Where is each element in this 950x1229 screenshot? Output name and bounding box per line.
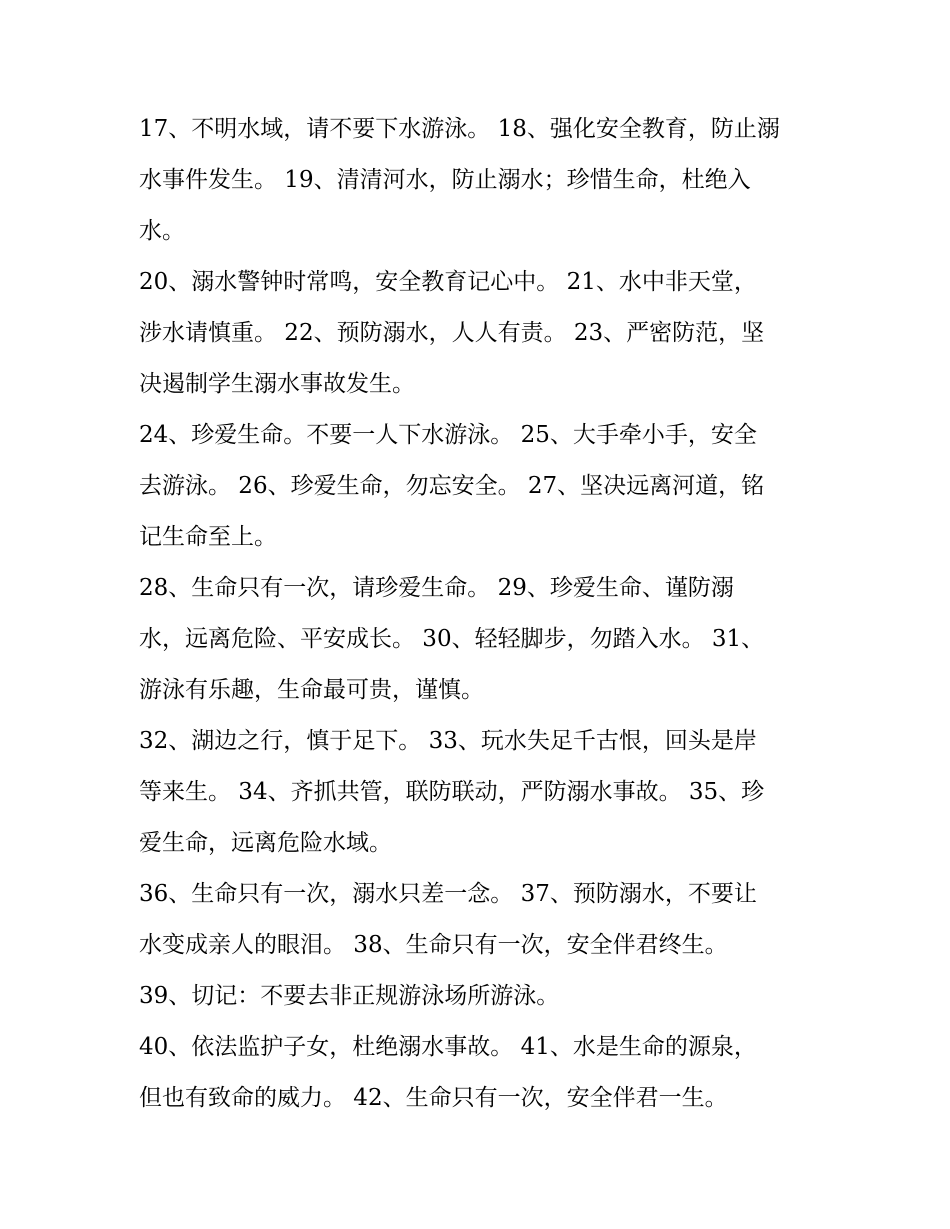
- text-line: 爱生命，远离危险水域。: [139, 830, 392, 856]
- paragraph-20-23: [139, 257, 819, 410]
- text-line: 涉水请慎重。 22、预防溺水，人人有责。 23、严密防范，坚: [139, 320, 765, 346]
- paragraph-17-19: [139, 104, 819, 257]
- text-line: 决遏制学生溺水事故发生。: [139, 371, 415, 397]
- text-line: 20、溺水警钟时常鸣，安全教育记心中。 21、水中非天堂，: [139, 269, 757, 295]
- text-line: 水。: [139, 218, 185, 244]
- text-line: 但也有致命的威力。 42、生命只有一次，安全伴君一生。: [139, 1085, 728, 1111]
- text-line: 水变成亲人的眼泪。 38、生命只有一次，安全伴君终生。: [139, 932, 728, 958]
- text-line: 40、依法监护子女，杜绝溺水事故。 41、水是生命的源泉，: [139, 1034, 757, 1060]
- text-line: 水事件发生。 19、清清河水，防止溺水；珍惜生命，杜绝入: [139, 167, 751, 193]
- text-line: 记生命至上。: [139, 524, 277, 550]
- paragraph-32-35: [139, 716, 819, 869]
- paragraph-39: [139, 971, 819, 1022]
- document-body: [139, 104, 819, 1124]
- text-line: 去游泳。 26、珍爱生命，勿忘安全。 27、坚决远离河道，铭: [139, 473, 765, 499]
- text-line: 32、湖边之行，慎于足下。 33、玩水失足千古恨，回头是岸: [139, 728, 757, 754]
- text-line: 游泳有乐趣，生命最可贵，谨慎。: [139, 677, 484, 703]
- text-line: 39、切记：不要去非正规游泳场所游泳。: [139, 983, 560, 1009]
- text-line: 36、生命只有一次，溺水只差一念。 37、预防溺水，不要让: [139, 881, 757, 907]
- paragraph-36-38: [139, 869, 819, 971]
- text-line: 28、生命只有一次，请珍爱生命。 29、珍爱生命、谨防溺: [139, 575, 734, 601]
- text-line: 等来生。 34、齐抓共管，联防联动，严防溺水事故。 35、珍: [139, 779, 765, 805]
- paragraph-40-42: [139, 1022, 819, 1124]
- paragraph-28-31: [139, 563, 819, 716]
- text-line: 24、珍爱生命。不要一人下水游泳。 25、大手牵小手，安全: [139, 422, 757, 448]
- text-line: 水，远离危险、平安成长。 30、轻轻脚步，勿踏入水。 31、: [139, 626, 765, 652]
- paragraph-24-27: [139, 410, 819, 563]
- text-line: 17、不明水域，请不要下水游泳。 18、强化安全教育，防止溺: [139, 116, 780, 142]
